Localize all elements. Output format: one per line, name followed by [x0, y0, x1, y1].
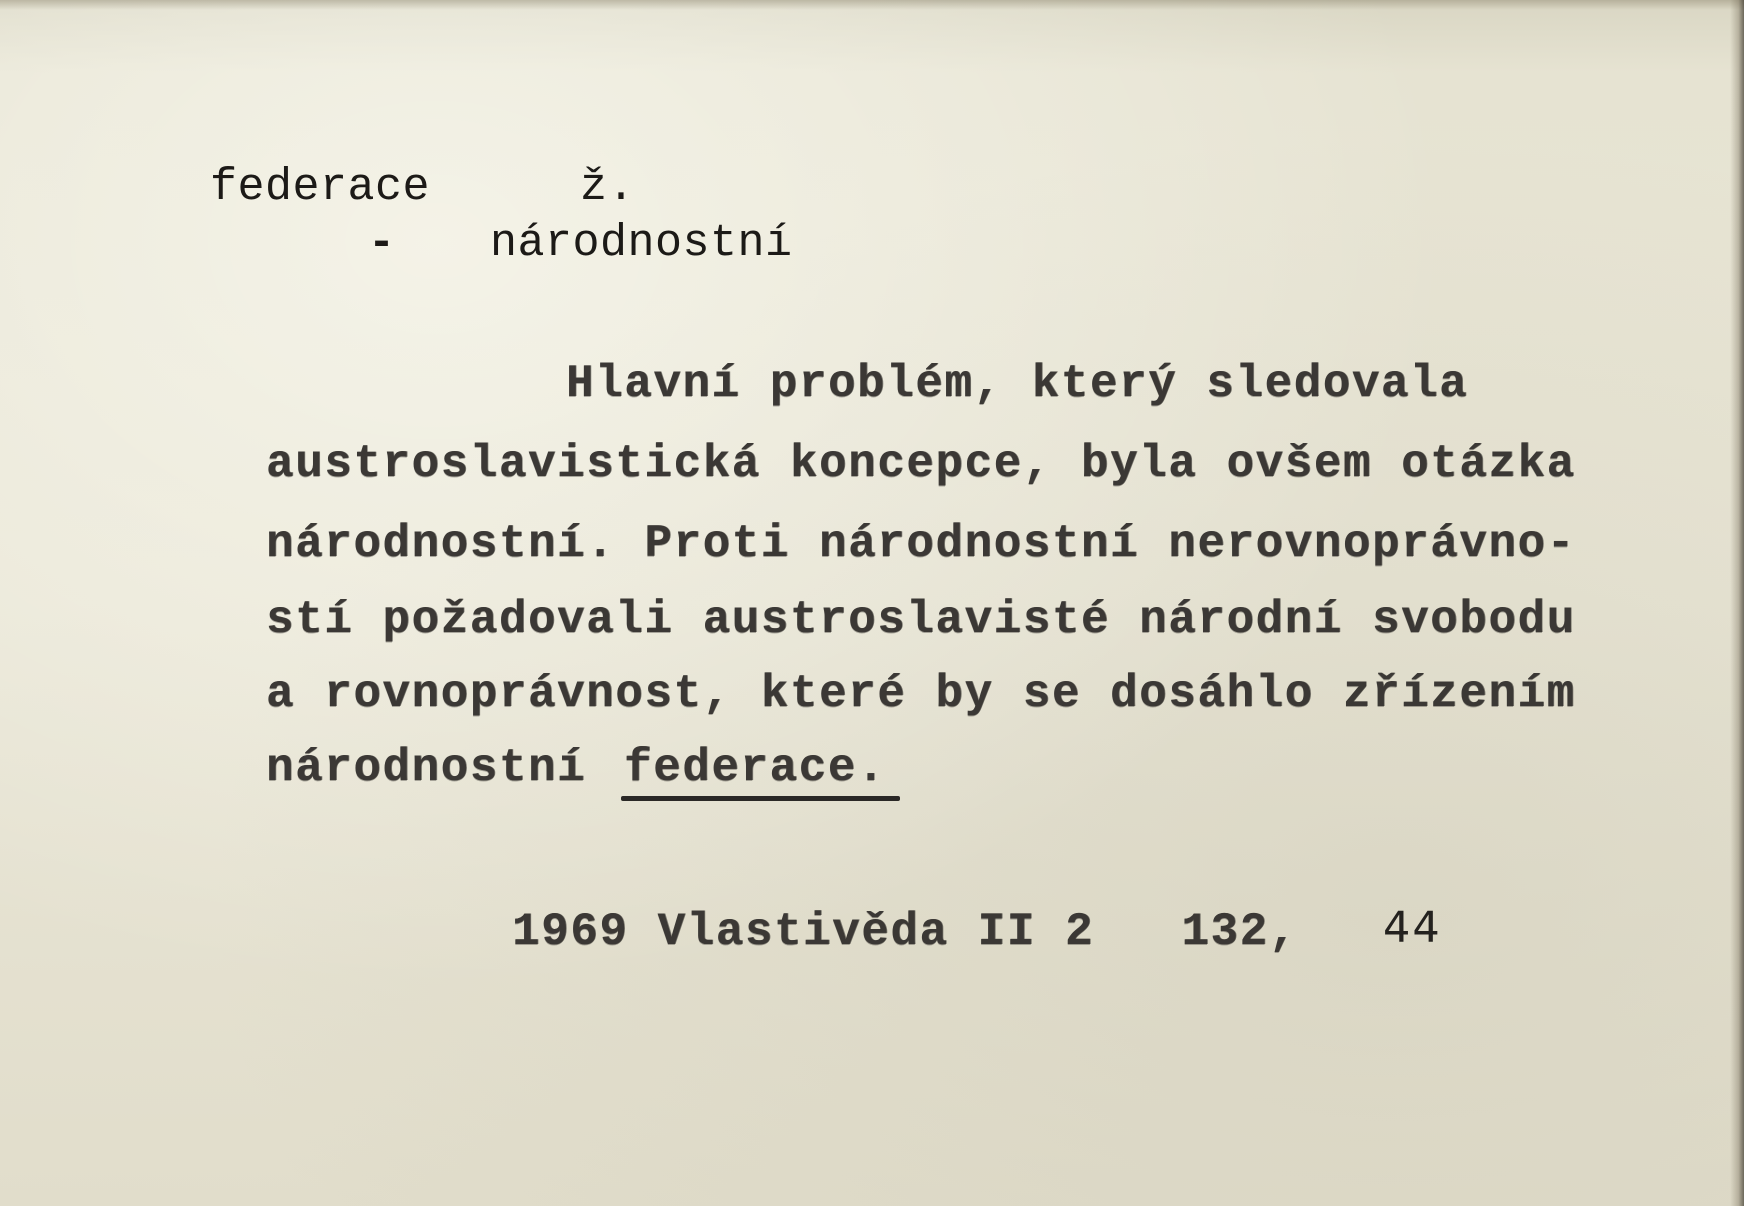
card-right-edge	[1730, 0, 1744, 1206]
headword: federace	[210, 162, 431, 213]
term-underline	[621, 796, 900, 801]
card-top-edge	[0, 0, 1744, 10]
body-line-2: austroslavistická koncepce, byla ovšem otázka	[266, 438, 1576, 490]
scan-bottom-margin	[0, 1206, 1744, 1224]
subterm-dash: -	[368, 218, 396, 269]
gender-mark: ž.	[580, 162, 636, 213]
card-number: 44	[1383, 903, 1442, 953]
body-line-4: stí požadovali austroslavisté národní svobodu	[266, 594, 1576, 646]
underlined-term: federace.	[624, 742, 886, 794]
body-line-3: národnostní. Proti národnostní nerovnoprávno-	[266, 518, 1576, 570]
source-citation: 1969 Vlastivěda II 2 132,	[512, 906, 1298, 958]
subterm: národnostní	[490, 218, 793, 269]
body-line-5: a rovnoprávnost, které by se dosáhlo zřízením	[266, 668, 1576, 720]
body-line-1: Hlavní problém, který sledovala	[566, 358, 1469, 410]
body-line-6: národnostní	[266, 742, 616, 794]
